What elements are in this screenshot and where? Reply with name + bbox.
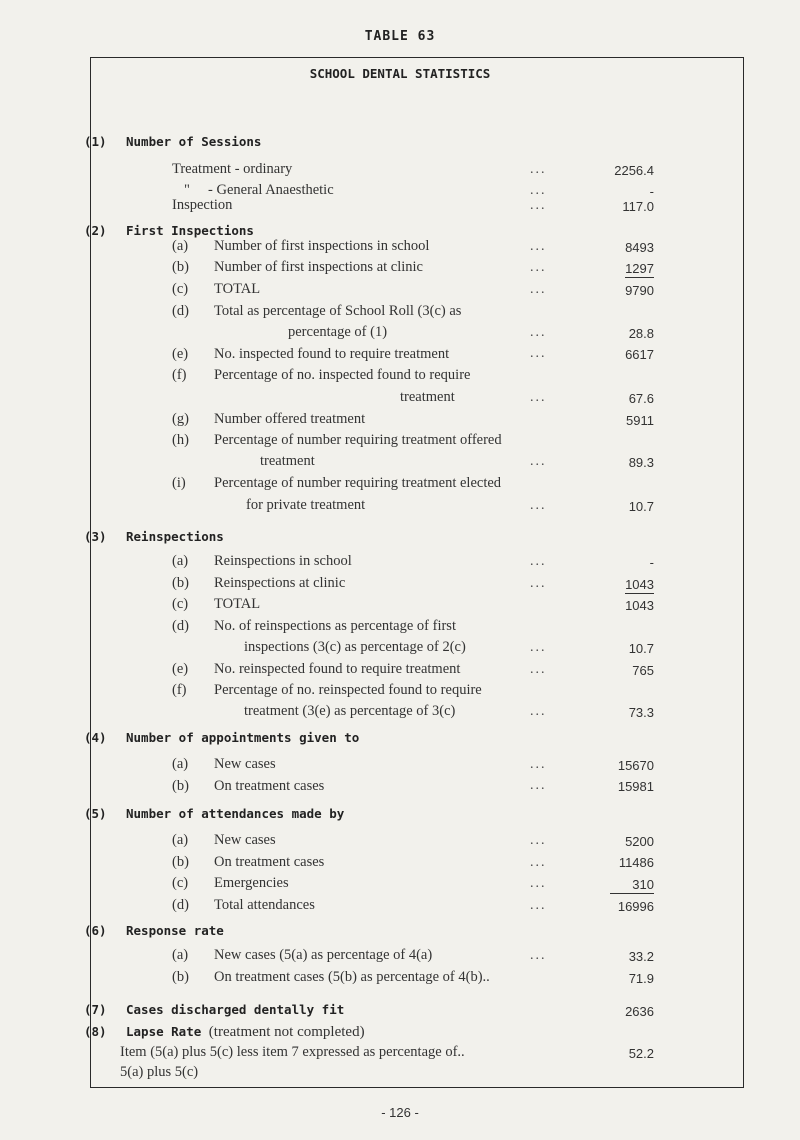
s2-a-value: 8493 xyxy=(625,240,654,255)
s2-i-label-line2: for private treatment xyxy=(246,497,366,513)
s2-d-label-line2: percentage of (1) xyxy=(288,324,388,340)
s6-b-label: On treatment cases (5(b) as percentage of 4(b).. xyxy=(214,969,490,985)
s2-f-label-line1: Percentage of no. inspected found to require xyxy=(214,367,471,383)
s3-b-value: 1043 xyxy=(625,577,654,592)
s8-line2: 5(a) plus 5(c) xyxy=(120,1064,199,1080)
s2-d-label-line1: Total as percentage of School Roll (3(c) as xyxy=(214,303,462,319)
section-2-heading: (2) First Inspections xyxy=(84,223,254,238)
s3-b-letter: (b) xyxy=(172,575,189,591)
s1-r2-value: - xyxy=(649,184,654,199)
section-5-heading: (5) Number of attendances made by xyxy=(84,806,345,821)
leader-dots: ... xyxy=(530,260,547,275)
page-number: - 126 - xyxy=(381,1105,419,1120)
s3-d-letter: (d) xyxy=(172,618,189,634)
s4-a-value: 15670 xyxy=(617,758,654,773)
s6-b-value: 71.9 xyxy=(628,971,654,986)
section-6-heading: (6) Response rate xyxy=(84,923,224,938)
s3-a-label: Reinspections in school xyxy=(214,553,352,569)
s2-e-label: No. inspected found to require treatment xyxy=(214,346,450,362)
section-8-heading: (8) Lapse Rate (treatment not completed) xyxy=(84,1024,365,1040)
leader-dots: ... xyxy=(530,757,547,772)
s4-a-label: New cases xyxy=(214,756,276,772)
s2-g-label: Number offered treatment xyxy=(214,411,366,427)
s2-a-letter: (a) xyxy=(172,238,189,254)
s4-b-label: On treatment cases xyxy=(214,778,325,794)
s2-d-letter: (d) xyxy=(172,303,189,319)
leader-dots: ... xyxy=(530,282,547,297)
leader-dots: ... xyxy=(530,239,547,254)
leader-dots: ... xyxy=(530,576,547,591)
s3-c-label: TOTAL xyxy=(214,596,261,612)
s3-c-letter: (c) xyxy=(172,596,189,612)
leader-dots: ... xyxy=(530,325,547,340)
s3-b-label: Reinspections at clinic xyxy=(214,575,346,591)
s6-a-value: 33.2 xyxy=(628,949,654,964)
s5-d-label: Total attendances xyxy=(214,897,315,913)
leader-dots: ... xyxy=(530,640,547,655)
leader-dots: ... xyxy=(530,183,547,198)
section-3-heading: (3) Reinspections xyxy=(84,529,224,544)
s5-b-value: 11486 xyxy=(618,855,654,870)
leader-dots: ... xyxy=(530,876,547,891)
s8-value: 52.2 xyxy=(628,1046,654,1061)
s5-b-label: On treatment cases xyxy=(214,854,325,870)
leader-dots: ... xyxy=(530,162,547,177)
s7-value: 2636 xyxy=(625,1004,654,1019)
s5-c-value: 310 xyxy=(610,877,654,894)
section-1-heading: (1) Number of Sessions xyxy=(84,134,262,149)
s2-h-label-line1: Percentage of number requiring treatment offered xyxy=(214,432,502,448)
s2-c-letter: (c) xyxy=(172,281,189,297)
s1-r1-label: Treatment - ordinary xyxy=(172,161,293,177)
table-label: TABLE 63 xyxy=(364,29,436,44)
s3-f-letter: (f) xyxy=(172,682,187,698)
leader-dots: ... xyxy=(530,662,547,677)
s2-a-label: Number of first inspections in school xyxy=(214,238,430,254)
s5-a-letter: (a) xyxy=(172,832,189,848)
leader-dots: ... xyxy=(530,898,547,913)
section-4-heading: (4) Number of appointments given to xyxy=(84,730,360,745)
s5-c-letter: (c) xyxy=(172,875,189,891)
s2-g-letter: (g) xyxy=(172,411,189,427)
s6-a-letter: (a) xyxy=(172,947,189,963)
s2-i-value: 10.7 xyxy=(628,499,654,514)
s2-e-letter: (e) xyxy=(172,346,189,362)
s3-f-value: 73.3 xyxy=(628,705,654,720)
s4-b-value: 15981 xyxy=(617,779,654,794)
s5-a-value: 5200 xyxy=(625,834,654,849)
leader-dots: ... xyxy=(530,704,547,719)
s5-b-letter: (b) xyxy=(172,854,189,870)
s3-c-value: 1043 xyxy=(625,598,654,613)
s3-d-label-line2: inspections (3(c) as percentage of 2(c) xyxy=(244,639,466,655)
s3-f-label-line1: Percentage of no. reinspected found to require xyxy=(214,682,482,698)
table-title: SCHOOL DENTAL STATISTICS xyxy=(309,66,491,81)
s3-d-label-line1: No. of reinspections as percentage of first xyxy=(214,618,456,634)
s3-e-label: No. reinspected found to require treatment xyxy=(214,661,461,677)
section-7-heading: (7) Cases discharged dentally fit xyxy=(84,1002,345,1017)
leader-dots: ... xyxy=(530,346,547,361)
s2-b-value: 1297 xyxy=(625,261,654,276)
s2-c-label: TOTAL xyxy=(214,281,261,297)
leader-dots: ... xyxy=(530,948,547,963)
s3-a-letter: (a) xyxy=(172,553,189,569)
s2-f-value: 67.6 xyxy=(628,391,654,406)
leader-dots: ... xyxy=(530,498,547,513)
s1-r2-label: " - General Anaesthetic xyxy=(184,182,334,198)
s4-a-letter: (a) xyxy=(172,756,189,772)
s5-a-label: New cases xyxy=(214,832,276,848)
s2-b-letter: (b) xyxy=(172,259,189,275)
s2-b-label: Number of first inspections at clinic xyxy=(214,259,423,275)
s2-c-value: 9790 xyxy=(625,283,654,298)
s8-line1: Item (5(a) plus 5(c) less item 7 expressed as percentage of.. xyxy=(120,1044,465,1060)
s3-a-value: - xyxy=(649,555,654,570)
s3-d-value: 10.7 xyxy=(628,641,654,656)
leader-dots: ... xyxy=(530,554,547,569)
s2-h-label-line2: treatment xyxy=(260,453,315,469)
leader-dots: ... xyxy=(530,198,547,213)
s2-f-letter: (f) xyxy=(172,367,187,383)
leader-dots: ... xyxy=(530,778,547,793)
leader-dots: ... xyxy=(530,454,547,469)
s5-c-label: Emergencies xyxy=(214,875,289,891)
leader-dots: ... xyxy=(530,833,547,848)
s6-b-letter: (b) xyxy=(172,969,189,985)
s2-i-letter: (i) xyxy=(172,475,186,491)
leader-dots: ... xyxy=(530,855,547,870)
s3-e-letter: (e) xyxy=(172,661,189,677)
s5-d-value: 16996 xyxy=(617,899,654,914)
s2-e-value: 6617 xyxy=(625,347,654,362)
s5-d-letter: (d) xyxy=(172,897,189,913)
s2-f-label-line2: treatment xyxy=(400,389,455,405)
s2-h-value: 89.3 xyxy=(628,455,654,470)
s1-r3-value: 117.0 xyxy=(622,199,654,214)
leader-dots: ... xyxy=(530,390,547,405)
s2-d-value: 28.8 xyxy=(628,326,654,341)
s1-r1-value: 2256.4 xyxy=(614,163,654,178)
s4-b-letter: (b) xyxy=(172,778,189,794)
s6-a-label: New cases (5(a) as percentage of 4(a) xyxy=(214,947,433,963)
s3-f-label-line2: treatment (3(e) as percentage of 3(c) xyxy=(244,703,456,719)
s2-i-label-line1: Percentage of number requiring treatment elected xyxy=(214,475,502,491)
s3-e-value: 765 xyxy=(632,663,654,678)
s2-h-letter: (h) xyxy=(172,432,189,448)
s1-r3-label: Inspection xyxy=(172,197,233,213)
s2-g-value: 5911 xyxy=(626,413,654,428)
